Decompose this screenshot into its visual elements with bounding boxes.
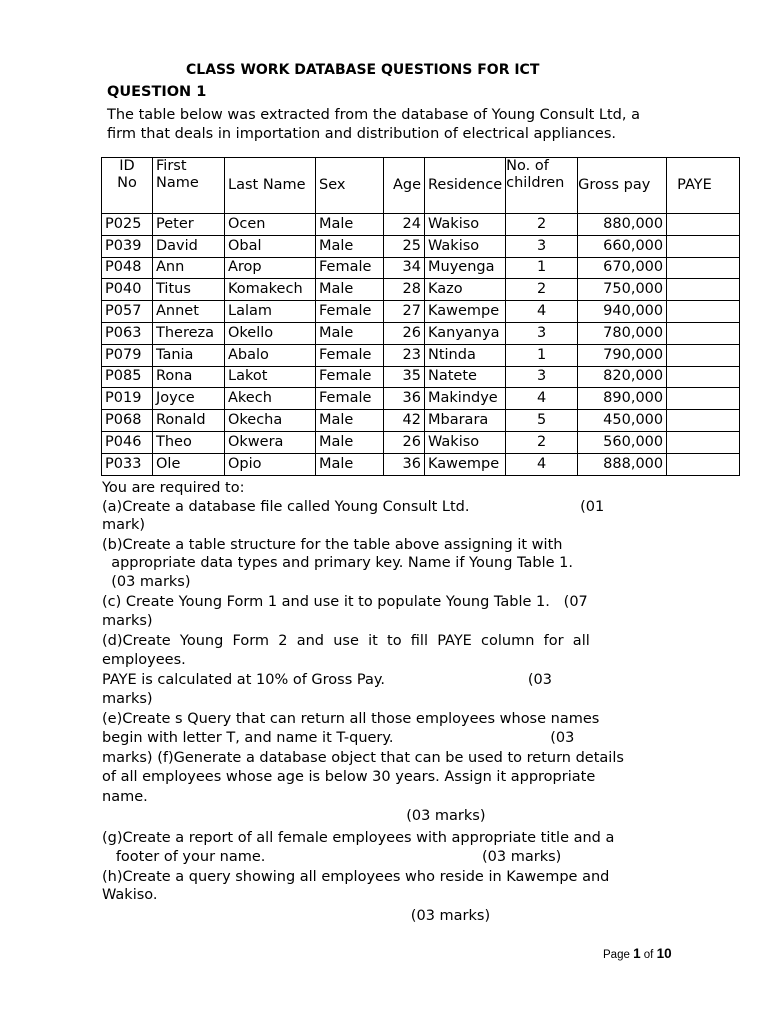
question-line: (c) Create Young Form 1 and use it to populate Young Table 1. (07 [102, 594, 588, 610]
cell-first-name: Ronald [153, 410, 225, 432]
cell-first-name: Ole [153, 453, 225, 475]
cell-age: 36 [384, 388, 425, 410]
cell-children: 1 [506, 257, 578, 279]
cell-id: P079 [102, 344, 153, 366]
question-line: marks) [102, 613, 153, 629]
table-row [102, 388, 740, 410]
cell-sex: Male [316, 431, 384, 453]
cell-id: P019 [102, 388, 153, 410]
table-row [102, 301, 740, 323]
cell-residence: Muyenga [425, 257, 506, 279]
cell-first-name: Peter [153, 214, 225, 236]
cell-gross-pay: 940,000 [578, 301, 667, 323]
header-age: Age [384, 158, 425, 214]
cell-age: 26 [384, 431, 425, 453]
cell-last-name: Akech [225, 388, 316, 410]
cell-gross-pay: 780,000 [578, 322, 667, 344]
table-row [102, 410, 740, 432]
question-line: You are required to: [102, 480, 245, 496]
cell-last-name: Okecha [225, 410, 316, 432]
cell-sex: Female [316, 388, 384, 410]
cell-id: P025 [102, 214, 153, 236]
cell-last-name: Opio [225, 453, 316, 475]
cell-age: 25 [384, 235, 425, 257]
cell-children: 4 [506, 388, 578, 410]
question-line: of all employees whose age is below 30 years. Assign it appropriate [102, 769, 596, 785]
table-row [102, 279, 740, 301]
table-row [102, 366, 740, 388]
cell-paye [667, 431, 740, 453]
cell-age: 35 [384, 366, 425, 388]
page-footer: Page 1 of 10 [603, 946, 672, 961]
cell-first-name: David [153, 235, 225, 257]
cell-age: 42 [384, 410, 425, 432]
cell-sex: Female [316, 257, 384, 279]
cell-children: 5 [506, 410, 578, 432]
cell-first-name: Rona [153, 366, 225, 388]
cell-residence: Kawempe [425, 453, 506, 475]
cell-age: 36 [384, 453, 425, 475]
cell-children: 2 [506, 431, 578, 453]
cell-last-name: Arop [225, 257, 316, 279]
cell-age: 28 [384, 279, 425, 301]
header-id: ID No [102, 158, 153, 214]
table-row [102, 214, 740, 236]
intro-line-1: The table below was extracted from the database of Young Consult Ltd, a [107, 107, 640, 123]
cell-children: 2 [506, 279, 578, 301]
question-line: begin with letter T, and name it T-query. (03 [102, 730, 575, 746]
question-line: (e)Create s Query that can return all those employees whose names [102, 711, 600, 727]
cell-age: 24 [384, 214, 425, 236]
cell-last-name: Obal [225, 235, 316, 257]
cell-residence: Kawempe [425, 301, 506, 323]
table-row [102, 453, 740, 475]
cell-id: P068 [102, 410, 153, 432]
question-line: (b)Create a table structure for the table above assigning it with [102, 537, 563, 553]
table-row [102, 431, 740, 453]
cell-last-name: Lalam [225, 301, 316, 323]
cell-children: 4 [506, 301, 578, 323]
cell-age: 26 [384, 322, 425, 344]
cell-last-name: Ocen [225, 214, 316, 236]
cell-residence: Natete [425, 366, 506, 388]
cell-paye [667, 279, 740, 301]
question-line: (d)Create Young Form 2 and use it to fill PAYE column for all [102, 633, 590, 649]
cell-id: P048 [102, 257, 153, 279]
cell-last-name: Okello [225, 322, 316, 344]
cell-paye [667, 453, 740, 475]
cell-residence: Wakiso [425, 214, 506, 236]
header-last-name: Last Name [225, 158, 316, 214]
cell-children: 2 [506, 214, 578, 236]
cell-id: P057 [102, 301, 153, 323]
cell-children: 3 [506, 366, 578, 388]
cell-first-name: Joyce [153, 388, 225, 410]
question-line: PAYE is calculated at 10% of Gross Pay. (03 [102, 672, 552, 688]
cell-gross-pay: 660,000 [578, 235, 667, 257]
cell-sex: Female [316, 301, 384, 323]
page-title: CLASS WORK DATABASE QUESTIONS FOR ICT [186, 62, 540, 78]
cell-paye [667, 301, 740, 323]
cell-paye [667, 322, 740, 344]
cell-paye [667, 214, 740, 236]
question-line: name. [102, 789, 148, 805]
cell-paye [667, 410, 740, 432]
cell-gross-pay: 880,000 [578, 214, 667, 236]
question-line: (g)Create a report of all female employees with appropriate title and a [102, 830, 615, 846]
cell-sex: Male [316, 235, 384, 257]
cell-paye [667, 366, 740, 388]
cell-gross-pay: 670,000 [578, 257, 667, 279]
cell-gross-pay: 450,000 [578, 410, 667, 432]
cell-id: P046 [102, 431, 153, 453]
table-row [102, 344, 740, 366]
cell-sex: Male [316, 453, 384, 475]
cell-age: 27 [384, 301, 425, 323]
cell-gross-pay: 890,000 [578, 388, 667, 410]
cell-last-name: Abalo [225, 344, 316, 366]
cell-id: P039 [102, 235, 153, 257]
table-row [102, 257, 740, 279]
cell-first-name: Tania [153, 344, 225, 366]
header-children: No. of children [506, 158, 578, 214]
cell-sex: Male [316, 279, 384, 301]
cell-children: 4 [506, 453, 578, 475]
cell-age: 34 [384, 257, 425, 279]
cell-residence: Kanyanya [425, 322, 506, 344]
question-line: marks) [102, 691, 153, 707]
cell-gross-pay: 888,000 [578, 453, 667, 475]
header-first-name: First Name [153, 158, 225, 214]
question-line: (a)Create a database file called Young Consult Ltd. (01 [102, 499, 605, 515]
cell-paye [667, 235, 740, 257]
cell-paye [667, 257, 740, 279]
question-line: appropriate data types and primary key. Name if Young Table 1. [102, 555, 573, 571]
cell-last-name: Okwera [225, 431, 316, 453]
cell-id: P063 [102, 322, 153, 344]
cell-sex: Male [316, 214, 384, 236]
header-sex: Sex [316, 158, 384, 214]
cell-residence: Wakiso [425, 431, 506, 453]
cell-first-name: Theo [153, 431, 225, 453]
cell-gross-pay: 750,000 [578, 279, 667, 301]
cell-gross-pay: 560,000 [578, 431, 667, 453]
cell-sex: Female [316, 366, 384, 388]
header-paye: PAYE [667, 158, 740, 214]
cell-first-name: Annet [153, 301, 225, 323]
cell-age: 23 [384, 344, 425, 366]
cell-children: 3 [506, 235, 578, 257]
cell-first-name: Ann [153, 257, 225, 279]
cell-last-name: Lakot [225, 366, 316, 388]
question-line: mark) [102, 517, 146, 533]
question-heading: QUESTION 1 [107, 84, 207, 100]
employee-table [101, 157, 740, 476]
question-line: (03 marks) [102, 574, 191, 590]
table-row [102, 322, 740, 344]
cell-sex: Male [316, 410, 384, 432]
cell-sex: Male [316, 322, 384, 344]
cell-gross-pay: 820,000 [578, 366, 667, 388]
cell-children: 3 [506, 322, 578, 344]
cell-last-name: Komakech [225, 279, 316, 301]
cell-residence: Makindye [425, 388, 506, 410]
cell-paye [667, 344, 740, 366]
question-line: (h)Create a query showing all employees who reside in Kawempe and [102, 869, 610, 885]
cell-children: 1 [506, 344, 578, 366]
cell-first-name: Titus [153, 279, 225, 301]
question-line: footer of your name. (03 marks) [102, 849, 562, 865]
cell-id: P040 [102, 279, 153, 301]
cell-residence: Mbarara [425, 410, 506, 432]
question-line: (03 marks) [102, 908, 491, 924]
cell-id: P033 [102, 453, 153, 475]
cell-residence: Ntinda [425, 344, 506, 366]
cell-id: P085 [102, 366, 153, 388]
table-header-row [102, 158, 740, 214]
cell-residence: Kazo [425, 279, 506, 301]
intro-line-2: firm that deals in importation and distribution of electrical appliances. [107, 126, 617, 142]
cell-residence: Wakiso [425, 235, 506, 257]
header-gross-pay: Gross pay [578, 158, 667, 214]
cell-first-name: Thereza [153, 322, 225, 344]
cell-gross-pay: 790,000 [578, 344, 667, 366]
header-residence: Residence [425, 158, 506, 214]
question-line: Wakiso. [102, 887, 158, 903]
cell-paye [667, 388, 740, 410]
question-line: (03 marks) [102, 808, 486, 824]
cell-sex: Female [316, 344, 384, 366]
question-line: employees. [102, 652, 186, 668]
table-row [102, 235, 740, 257]
question-line: marks) (f)Generate a database object that can be used to return details [102, 750, 624, 766]
